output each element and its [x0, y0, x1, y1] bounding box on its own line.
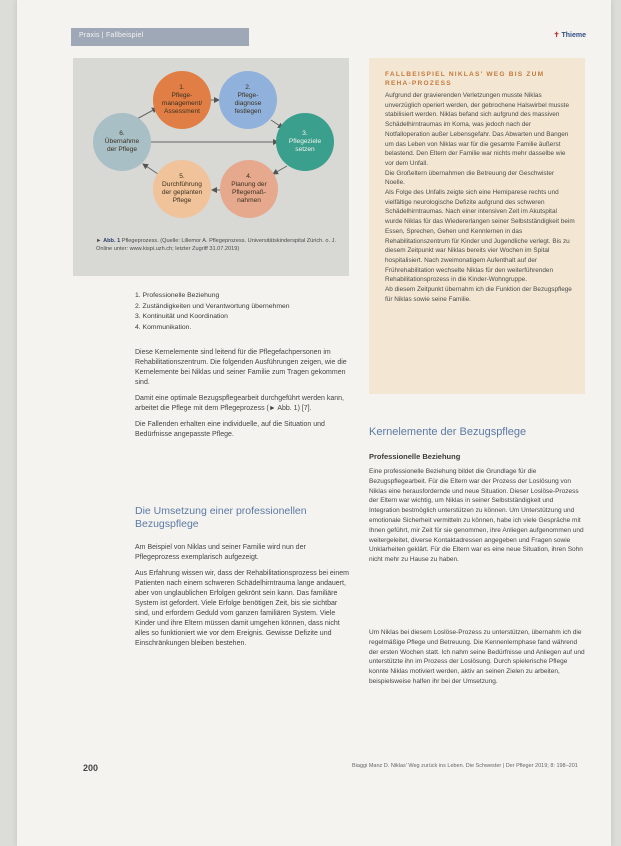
- node-pflegediagnose: 2. Pflege- diagnose festlegen: [219, 71, 277, 129]
- box-body: [385, 91, 575, 304]
- caption-text: Pflegeprozess. (Quelle: Lillemor A. Pflegeprozess. Universitätskinderspital Zürich. o. J. Online unter: www.kispi.uzh.ch; letzter Zugriff 31.07.2019): [96, 238, 336, 252]
- section-heading-right: Kernelemente der Bezugspflege: [369, 426, 527, 438]
- publisher-name: Thieme: [561, 32, 586, 39]
- paragraph: Aufgrund der gravierenden Verletzungen musste Niklas unverzüglich operiert werden, der gebrochene Halswirbel musste stabilisiert werden. Niklas befand sich aufgrund des massiven Schädelhirntraumas im Koma, was jedoch nach der Notfalloperation außer Lebensgefahr. Das Abwarten und Bangen um das Leben von Niklas war für die gesamte Familie äußerst belastend. Den Eltern der Familie war nichts mehr dasselbe wie vor dem Unfall.: [385, 92, 570, 167]
- left-text-2: [135, 543, 349, 655]
- figure-caption: ► Abb. 1 Pflegeprozess. (Quelle: Lillemor A. Pflegeprozess. Universitätskinderspital Zürich. o. J. Online unter: www.kispi.uzh.ch; letzter Zugriff 31.07.2019): [96, 238, 336, 252]
- right-para-1: Eine professionelle Beziehung bildet die Grundlage für die Bezugspflegearbeit. Für die Eltern war der Prozess der Loslösung von Niklas eine herausfordernde und neue Situation. Dieser Loslöse-Prozess der Eltern war wichtig, um Niklas in seiner Selbstständigkeit und Integration bestmöglich unterstützen zu können. Um Unterstützung und emotionale Sicherheit vermitteln zu können, habe ich viele Gespräche mit Ihnen geführt, mir Zeit für sie genommen, ihre Anliegen aufgenommen und weitergeleitet, diverse Kontaktadressen angegeben und Fragen sowie Unklarheiten geklärt. Für die Eltern war es eine neue Situation, ihren Sohn nicht mehr zu Hause zu haben.: [369, 468, 584, 564]
- node-planung: 4. Planung der Pflegemaß- nahmen: [220, 160, 278, 218]
- page-number: 200: [83, 763, 99, 773]
- paragraph: Diese Kernelemente sind leitend für die Pflegefachpersonen im Rehabilitationszentrum. Die folgenden Ausführungen zeigen, wie die Kernelemente bei Niklas und seiner Familie zum Tragen gekommen sind.: [135, 349, 347, 386]
- list-item: 4. Kommunikation.: [135, 323, 192, 331]
- section-tab: Praxis | Fallbeispiel: [71, 28, 249, 46]
- arrow-3-4: [273, 166, 287, 174]
- paragraph: Am Beispiel von Niklas und seiner Familie wird nun der Pflegeprozess exemplarisch aufgezeigt.: [135, 544, 306, 561]
- thieme-icon: ✝: [553, 32, 560, 39]
- paragraph: Als Folge des Unfalls zeigte sich eine Hemiparese rechts und vielfältige neurologische Defizite aufgrund des schweren Schädelhirntraumas. Nach einer intensiven Zeit im Akutspital wurde Niklas für das Wiedererlangen seiner Selbstständigkeit beim Essen, Sprechen, Gehen und Kennlernen in das Rehabilitationszentrum für Kinder und Jugendliche verlegt. Bis zu diesem Zeitpunkt war Niklas bereits vier Wochen im Spital hospitalisiert. Nach zweimonatigem Aufenthalt auf der Frührehabilitation wechselte Niklas für den weiterführenden Rehabilitationsprozess in die Kinder-Wohngruppe.: [385, 189, 575, 284]
- subheading: Professionelle Beziehung: [369, 452, 461, 461]
- page: [17, 0, 611, 846]
- list-item: 2. Zuständigkeiten und Verantwortung übernehmen: [135, 302, 290, 310]
- left-text-1: [135, 348, 349, 446]
- caption-label: Abb. 1: [103, 238, 121, 244]
- footer-reference: Biaggi Manz D. Niklas' Weg zurück ins Leben. Die Schwester | Der Pfleger 2019; 8: 198–201: [352, 763, 578, 769]
- kernelemente-list: [135, 291, 349, 333]
- list-item: 1. Professionelle Beziehung: [135, 292, 220, 299]
- paragraph: Ab diesem Zeitpunkt übernahm ich die Funktion der Bezugspflege für Niklas sowie seine Familie.: [385, 286, 572, 303]
- node-assessment: 1. Pflege- management/ Assessment: [153, 71, 211, 129]
- paragraph: Die Großeltern übernahmen die Betreuung der Geschwister Noelle.: [385, 169, 555, 187]
- list-item: 3. Kontinuität und Koordination: [135, 313, 228, 320]
- node-pflegeziele: 3. Pflegeziele setzen: [276, 113, 334, 171]
- node-uebernahme: 6. Übernahme der Pflege: [93, 113, 151, 171]
- node-durchfuehrung: 5. Durchführung der geplanten Pflege: [153, 160, 211, 218]
- publisher-logo: [554, 31, 586, 39]
- paragraph: Aus Erfahrung wissen wir, dass der Rehabilitationsprozess bei einem Patienten nach einem schweren Schädelhirntrauma lange andauert, aber von unglaublichen Erfolgen gekrönt sein kann. Das familiäre System ist gefordert. Viele Erfolge benötigen Zeit, bis sie sichtbar sind, und erfordern Geduld vom ganzen familiären System. Viele Kinder und ihre Eltern müssen damit umgehen können, dass nicht alles so funktioniert wie vor dem Ereignis. Gewisse Defizite und Einschränkungen bleiben bestehen.: [135, 570, 349, 647]
- paragraph: Die Fallenden erhalten eine individuelle, auf die Situation und Bedürfnisse angepasste Pflege.: [135, 421, 325, 438]
- fallbeispiel-box: [369, 58, 585, 394]
- box-title: FALLBEISPIEL NIKLAS' WEG BIS ZUM REHA-PROZESS: [385, 71, 545, 87]
- figure-pflegeprozess: [73, 58, 349, 276]
- section-heading: Die Umsetzung einer professionellen Bezugspflege: [135, 505, 307, 530]
- paragraph: Damit eine optimale Bezugspflegearbeit durchgeführt werden kann, arbeitet die Pflege mit dem Pflegeprozess (► Abb. 1) [7].: [135, 395, 344, 412]
- right-para-2: Um Niklas bei diesem Loslöse-Prozess zu unterstützen, übernahm ich die regelmäßige Pflege und Betreuung. Die Kennenlernphase fand während der ersten Wochen statt. Ich nahm seine Bedürfnisse und Anliegen auf und unterstützte ihn im Prozess der Loslösung. Durch spielerische Pflege konnte Niklas motiviert werden, aktiv an seinen Zielen zu arbeiten, beispielsweise halfen ihr bei der Umsetzung.: [369, 629, 585, 685]
